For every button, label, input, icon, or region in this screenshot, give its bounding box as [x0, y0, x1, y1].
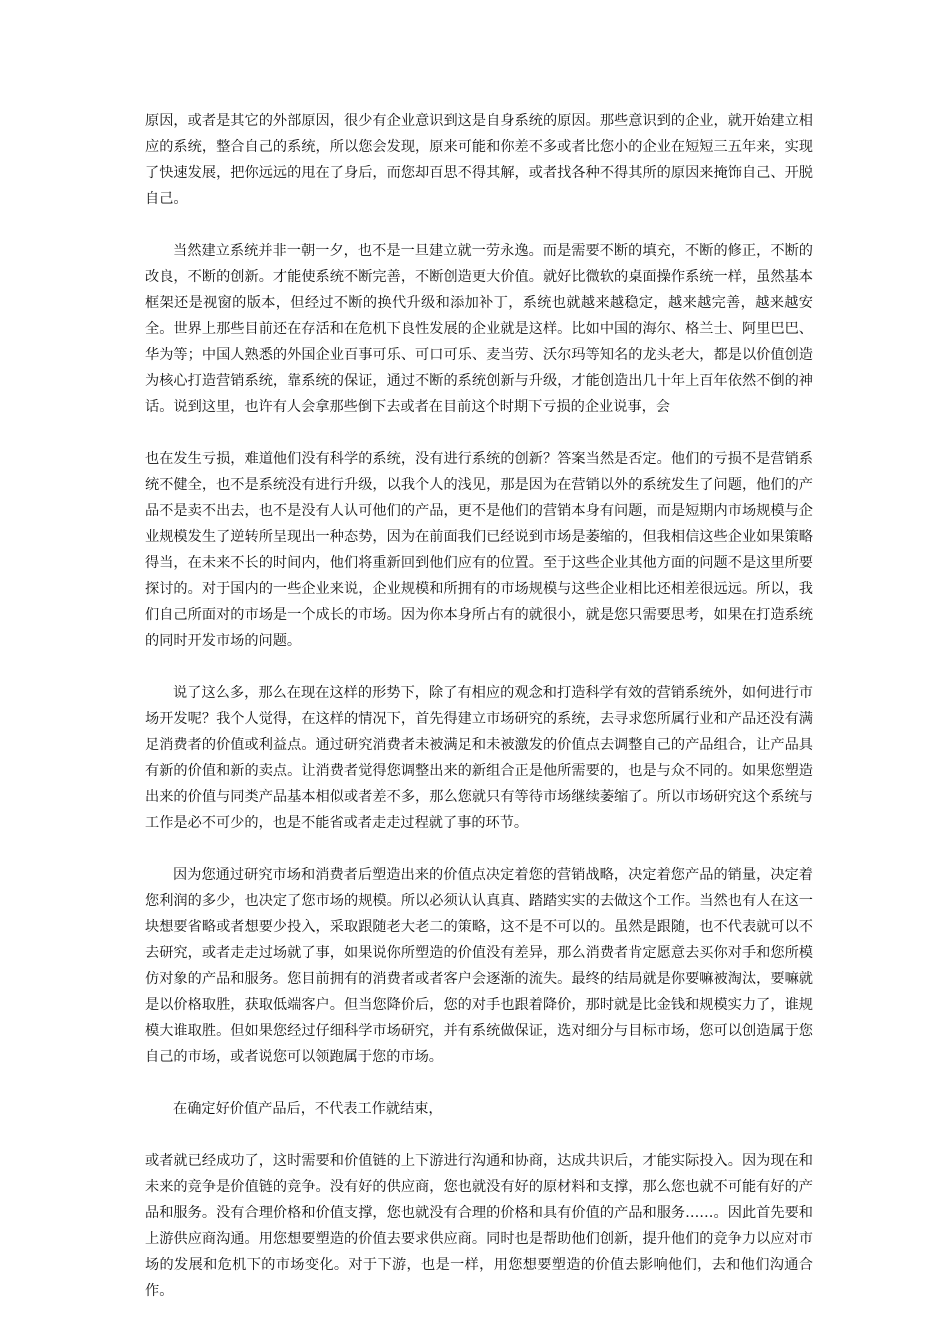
paragraph-5: 因为您通过研究市场和消费者后塑造出来的价值点决定着您的营销战略，决定着您产品的销量，决定着您利润的多少，也决定了您市场的规模。所以必须认认真真、踏踏实实的去做这个工作。当然也有人在这一块想要省略或者想要少投入，采取跟随老大老二的策略，这不是不可以的。虽然是跟随，也不代表就可以不去研究，或者走走过场就了事，如果说你所塑造的价值没有差异，那么消费者肯定愿意去买你对手和您所模仿对象的产品和服务。您目前拥有的消费者或者客户会逐渐的流失。最终的结局就是你要嘛被淘汰，要嘛就是以价格取胜，获取低端客户。但当您降价后，您的对手也跟着降价，那时就是比金钱和规模实力了，谁规模大谁取胜。但如果您经过仔细科学市场研究，并有系统做保证，选对细分与目标市场，您可以创造属于您自己的市场，或者说您可以领跑属于您的市场。	[145, 867, 813, 1065]
paragraph-4: 说了这么多，那么在现在这样的形势下，除了有相应的观念和打造科学有效的营销系统外，如何进行市场开发呢？我个人觉得，在这样的情况下，首先得建立市场研究的系统，去寻求您所属行业和产品还没有满足消费者的价值或利益点。通过研究消费者未被满足和未被激发的价值点去调整自己的产品组合，让产品具有新的价值和新的卖点。让消费者觉得您调整出来的新组合正是他所需要的，也是与众不同的。如果您塑造出来的价值与同类产品基本相似或者差不多，那么您就只有等待市场继续萎缩了。所以市场研究这个系统与工作是必不可少的，也是不能省或者走走过程就了事的环节。	[145, 685, 813, 831]
paragraph-1: 原因，或者是其它的外部原因，很少有企业意识到这是自身系统的原因。那些意识到的企业，就开始建立相应的系统，整合自己的系统，所以您会发现，原来可能和你差不多或者比您小的企业在短短三五年来，实现了快速发展，把你远远的甩在了身后，而您却百思不得其解，或者找各种不得其所的原因来掩饰自己、开脱自己。	[145, 113, 813, 207]
paragraph-6: 在确定好价值产品后，不代表工作就结束，	[173, 1101, 443, 1117]
paragraph-3: 也在发生亏损，难道他们没有科学的系统，没有进行系统的创新？答案当然是否定。他们的亏损不是营销系统不健全，也不是系统没有进行升级，以我个人的浅见，那是因为在营销以外的系统发生了问题，他们的产品不是卖不出去，也不是没有人认可他们的产品，更不是他们的营销本身有问题，而是短期内市场规模与企业规模发生了逆转所呈现出一种态势，因为在前面我们已经说到市场是萎缩的，但我相信这些企业如果策略得当，在未来不长的时间内，他们将重新回到他们应有的位置。至于这些企业其他方面的问题不是这里所要探讨的。对于国内的一些企业来说，企业规模和所拥有的市场规模与这些企业相比还相差很远远。所以，我们自己所面对的市场是一个成长的市场。因为你本身所占有的就很小，就是您只需要思考，如果在打造系统的同时开发市场的问题。	[145, 451, 813, 649]
document-page	[145, 108, 813, 1304]
paragraph-7: 或者就已经成功了，这时需要和价值链的上下游进行沟通和协商，达成共识后，才能实际投入。因为现在和未来的竞争是价值链的竞争。没有好的供应商，您也就没有好的原材料和支撑，那么您也就不可能有好的产品和服务。没有合理价格和价值支撑，您也就没有合理的价格和具有价值的产品和服务……。因此首先要和上游供应商沟通。用您想要塑造的价值去要求供应商。同时也是帮助他们创新，提升他们的竞争力以应对市场的发展和危机下的市场变化。对于下游，也是一样，用您想要塑造的价值去影响他们，去和他们沟通合作。	[145, 1153, 813, 1299]
paragraph-2: 当然建立系统并非一朝一夕，也不是一旦建立就一劳永逸。而是需要不断的填充，不断的修正，不断的改良，不断的创新。才能使系统不断完善，不断创造更大价值。就好比微软的桌面操作系统一样，虽然基本框架还是视窗的版本，但经过不断的换代升级和添加补丁，系统也就越来越稳定，越来越完善，越来越安全。世界上那些目前还在存活和在危机下良性发展的企业就是这样。比如中国的海尔、格兰士、阿里巴巴、华为等；中国人熟悉的外国企业百事可乐、可口可乐、麦当劳、沃尔玛等知名的龙头老大，都是以价值创造为核心打造营销系统，靠系统的保证，通过不断的系统创新与升级，才能创造出几十年上百年依然不倒的神话。说到这里，也许有人会拿那些倒下去或者在目前这个时期下亏损的企业说事，会	[145, 243, 813, 415]
